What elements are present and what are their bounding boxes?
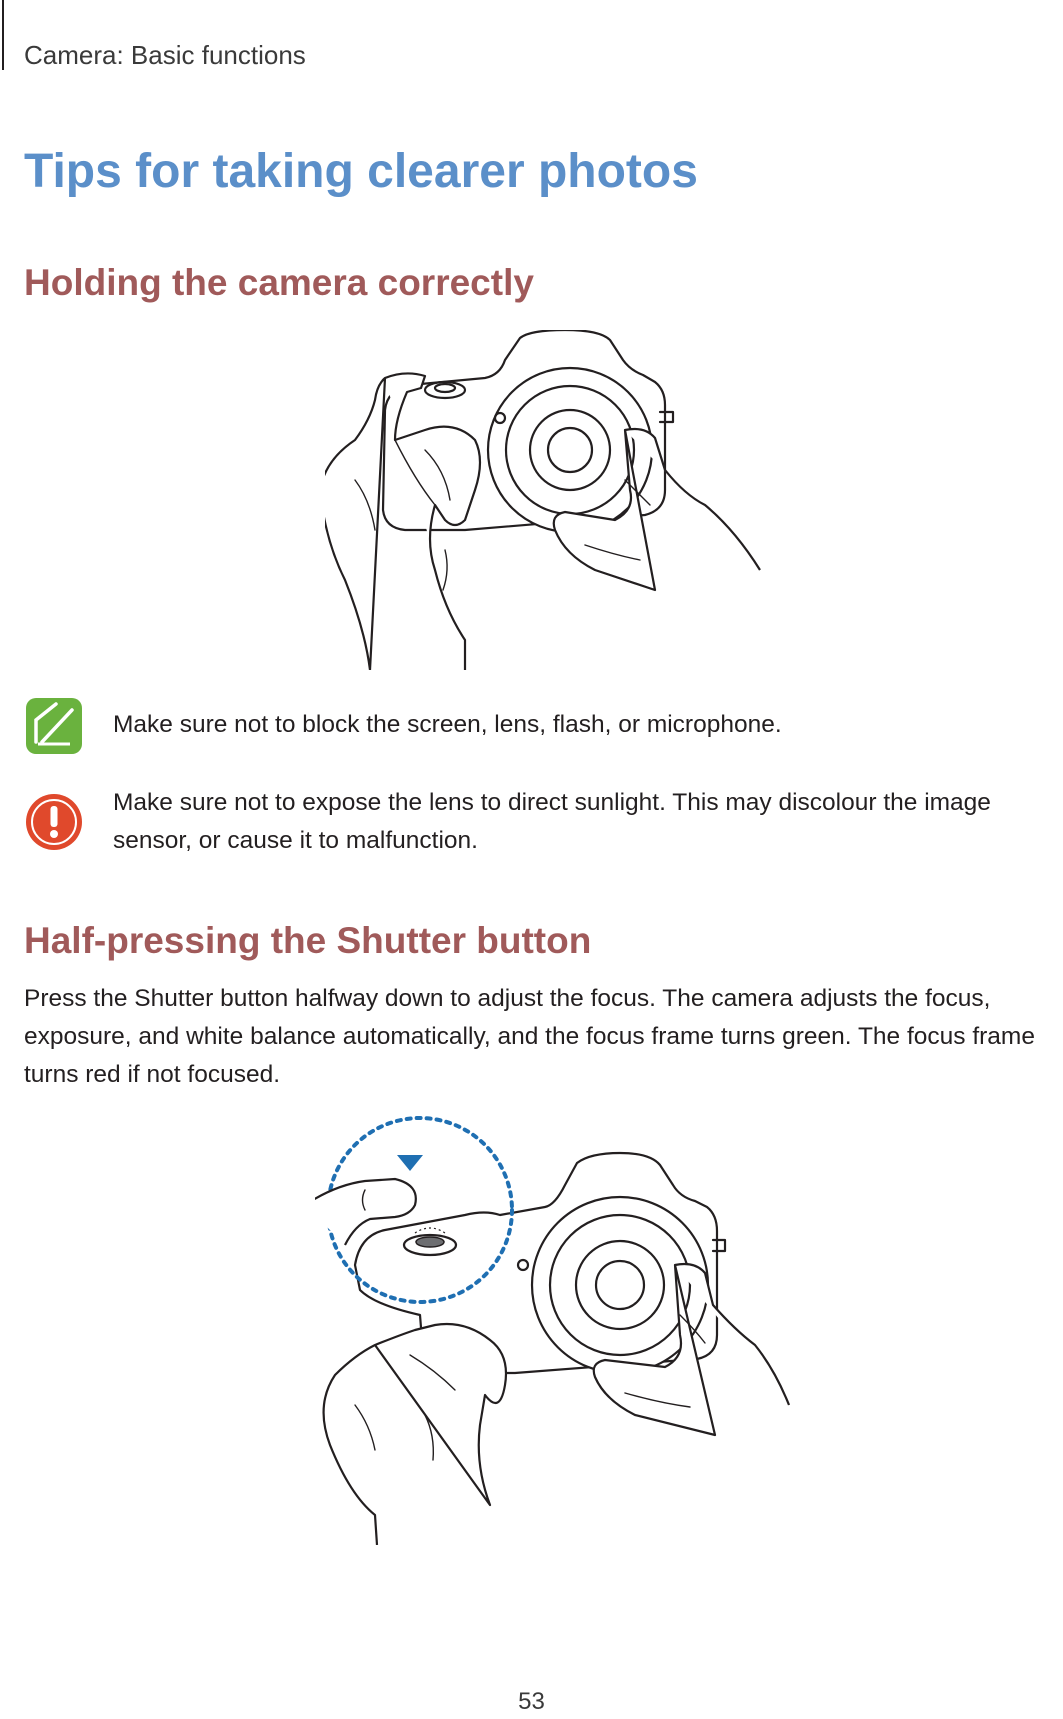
note-pencil-icon (24, 696, 84, 756)
half-pressing-illustration (315, 1115, 790, 1545)
caution-exclamation-icon (24, 792, 84, 852)
tip-note-text: Make sure not to block the screen, lens, flash, or microphone. (113, 711, 782, 738)
caution-note-text: Make sure not to expose the lens to direct sunlight. This may discolour the image sensor, or cause it to malfunction. (113, 789, 991, 854)
running-head: Camera: Basic functions (24, 40, 306, 70)
page-number: 53 (518, 1688, 545, 1715)
tip-note (24, 696, 1054, 756)
section-heading-half-pressing: Half-pressing the Shutter button (24, 920, 592, 961)
caution-note (24, 784, 1054, 864)
section-heading-holding: Holding the camera correctly (24, 262, 534, 303)
half-pressing-body-text: Press the Shutter button halfway down to adjust the focus. The camera adjusts the focus, exposure, and white balance automatically, and the focus frame turns green. The focus frame turns red if not focused. (24, 985, 1035, 1088)
page-title: Tips for taking clearer photos (24, 145, 698, 198)
header-rule (2, 0, 4, 70)
holding-camera-illustration (325, 330, 765, 670)
